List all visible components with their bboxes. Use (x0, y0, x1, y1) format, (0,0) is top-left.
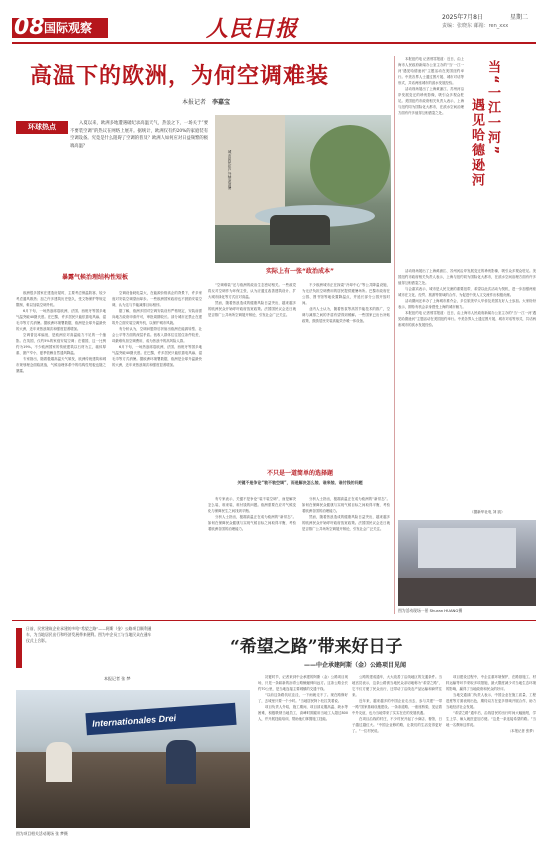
body-paragraph: 初夏时节，记者来到中企承建的阿斯（金）公路项目现场，只见一条崭新的沥青公路蜿蜒伸向远方。这条公路全长约70公里，是当地连接主要城镇的交通干线。 (258, 675, 348, 691)
subhead-2: 实际上有一张“政治成本” (266, 268, 334, 275)
body-paragraph: “希望之路”通车后，沿线居民的出行时间大幅缩短，学生上学、病人就医更加方便。“这是一条连接希望的路。”当地一名教师这样说。 (446, 711, 536, 727)
headline-main: 高温下的欧洲，为何空调难装 (30, 64, 330, 89)
photo-people (270, 215, 330, 245)
subhead-3-note: 关键不是争论“装不装空调”，而是解决怎么装、谁来装、谁付钱的问题 (237, 480, 363, 485)
right-photo-caption: 图为活动现场一景 Shuran HUANG摄 (398, 608, 463, 613)
issue-weekday: 星期二 (510, 14, 529, 21)
article2-column-2 (352, 674, 442, 836)
column-divider-right (394, 56, 395, 614)
article2-tag-bar (16, 628, 22, 668)
body-paragraph: 近年来，越来越多的中国企业走出去，参与共建“一带一路”国家基础设施建设。一条条道路、一座座桥梁，见证着中外友谊，也为当地带来了实实在在的发展机遇。 (352, 699, 442, 715)
body-paragraph: 有分析认为，空调问题背后折射出欧洲在能源转型、社会公平等方面的深层矛盾。低收入群体往往居住条件较差，却最难负担空调费用，成为热浪中的高风险人群。 (112, 327, 202, 343)
article2-column-1 (258, 674, 348, 836)
lead-tag (16, 121, 68, 134)
issue-date: 2025年7月8日 (442, 14, 483, 21)
right-photo-screen (418, 528, 516, 568)
body-paragraph: 当地交通部门负责人表示，中国企业在施工质量、工程进度等方面表现出色，期待双方在更多领域开展合作，助力当地经济社会发展。 (446, 693, 536, 709)
article2-author: 本报记者 张 梦 (104, 676, 131, 681)
photo-banner-text: Internationales Drei (91, 712, 177, 729)
body-column-f (302, 496, 390, 616)
page-header (0, 0, 548, 48)
right-col-paragraph: 活动现场展出了上海黄浦江、苏州河沿岸发展变迁的珍贵影像，吸引众多观众驻足。美国纽约市政府相关负责人表示，上海与纽约同为国际化大都市，在滨水空间治理方面有许多值得互相借鉴之处。 (398, 269, 536, 285)
body-paragraph: 业内人士认为，随着热泵等高效节能技术的推广，空调与减排之间的矛盾有望得到缓解。一些国家已出台补贴政策，鼓励居民安装高能效冷暖一体设备。 (302, 307, 390, 323)
article2-intro: 日前，民营建筑企业承建的多哈“希望之路”——阿斯（金）公路项目顺利通车，为当地居民出行和经济发展带来便利。图为中企员工与当地民众在通车仪式上合影。 (26, 626, 152, 643)
article2-headline: “希望之路”带来好日子 (230, 637, 403, 657)
lead-tag-text: 环球热点 (28, 123, 56, 131)
body-paragraph: 空调设备耗电量大，在能源价格高企的背景下，许多家庭对安装空调望而却步。一些欧洲国家政府也不鼓励安装空调，认为这与节能减排目标相悖。 (112, 291, 202, 307)
body-paragraph: 欧洲很多国家在建造房屋时，主要考虑保温防寒，较少考虑通风散热；加之许多建筑历史悠久，受文物保护等规定限制，难以加装空调外机。 (16, 291, 106, 307)
byline-prefix: 本报记者 (182, 99, 207, 106)
body-paragraph: 然而，随着热浪造成的健康风险日益突出，越来越多的欧洲民众开始呼吁政府放宽政策。法国国民议会近日就是否推广公共场所空调展开辩论，引发社会广泛关注。 (302, 515, 390, 531)
page-number: 08 (14, 15, 45, 40)
lead-paragraph (70, 120, 208, 220)
right-column-top (398, 56, 464, 264)
body-paragraph: 6月下旬，一场热浪席卷欧洲，法国、西班牙等国多地气温突破40摄氏度。在巴黎，许多居民只能依靠电风扇、湿毛巾等方式消暑。据欧洲环境署数据，欧洲是全球升温最快的大洲，近年来热浪频次和强度显著增加。 (112, 345, 202, 367)
right-photo (398, 520, 536, 606)
body-paragraph: 不少欧洲城市正在探索“冷却中心”等公共降温设施，为无法负担空调费用的居民提供避暑场所。巴黎市政府在公园、图书馆等地设置降温点，并延长部分公园开放时间。 (302, 283, 390, 305)
editors-line: 责编：张晓东 邮箱：ren_xxx (442, 23, 509, 29)
body-paragraph: 6月下旬，一场热浪席卷欧洲，法国、西班牙等国多地气温突破40摄氏度。在巴黎，许多居民只能依靠电风扇、湿毛巾等方式消暑。据欧洲环境署数据，欧洲是全球升温最快的大洲，近年来热浪频次和强度显著增加。 (16, 309, 106, 331)
body-column-e (208, 496, 296, 616)
body-paragraph: （本报记者 张梦） (507, 729, 536, 733)
section-name: 国际观察 (44, 21, 93, 35)
body-paragraph: “空调难装”还与欧洲的政治生态密切相关。一些政党将反对空调作为环保主张，认为应通过改善建筑设计、扩大城市绿化等方式应对高温。 (208, 283, 296, 299)
body-paragraph: 空调普及率偏低，是欧洲应对高温能力不足的一个缩影。在英国，仅约5%的家庭安装空调；在德国，这一比例约为19%。不少欧洲国家的传统建筑以石材为主，墙体厚重、窗户窄小，夏季依赖自然通风降温。 (16, 333, 106, 355)
right-col-paragraph: 本报纽约电 记者邢雪报道：近日，由上海市人民政府新闻办公室主办的“当‘一江一河’遇见哈德逊河”主题活动在美国纽约举行。中美各界人士通过图片展、城市对话等形式，共话两座城市的滨水发展经验。 (398, 57, 464, 85)
body-paragraph: 分析人士指出，极端高温正在成为欧洲的“新常态”。如何在保障民众健康与实现气候目标之间取得平衡，考验着欧洲各国的治理能力。 (208, 515, 296, 531)
right-col-paragraph: 与会嘉宾表示，城市是人民交流的重要纽带，希望以此次活动为契机，进一步加强两座城市在文化、经贸、旅游等领域的合作，为促进中美人文交流作出积极贡献。 (398, 287, 536, 297)
body-column-a (16, 290, 106, 616)
article2-subtitle: ——中企承建阿斯（金）公路项目见闻 (304, 662, 407, 669)
body-paragraph: 公路的建成通车，大大改善了沿线地区的交通条件。当地官员表示，这条公路被当地民众亲切地称为“希望之路”，它不仅方便了民众出行，还带动了沿线农产品运输和商贸往来。 (352, 675, 442, 697)
subhead-1: 暴露气候治理结构性短板 (61, 274, 128, 281)
quote-tag-2: 遇见哈德逊河 (469, 98, 484, 188)
byline-name: 李嘉宝 (211, 99, 230, 106)
body-column-d (302, 282, 390, 462)
photo-banner-sign (85, 703, 236, 735)
section-divider (12, 620, 536, 621)
body-column-b (112, 290, 202, 616)
right-col-paragraph: 本报纽约电 记者邢雪报道：近日，由上海市人民政府新闻办公室主办的“当‘一江一河’遇见哈德逊河”主题活动在美国纽约举行。中美各界人士通过图片展、城市对话等形式，共话两座城市的滨水发展经验。 (398, 311, 536, 327)
header-rule (12, 42, 536, 44)
body-paragraph: 据了解，欧洲多国对空调安装设有严格规定，安装前需向地方政府申请许可，审批周期较长。部分城市还禁止在建筑外立面安装空调外机，以保护城市风貌。 (112, 309, 202, 325)
byline (182, 97, 230, 106)
right-col-paragraph: 活动现场展出了上海黄浦江、苏州河沿岸发展变迁的珍贵影像，吸引众多观众驻足。美国纽约市政府相关负责人表示，上海与纽约同为国际化大都市，在滨水空间治理方面有许多值得互相借鉴之处。 (398, 87, 464, 115)
main-photo-caption: 城市居民在户外纳凉消暑 (228, 150, 232, 190)
right-column-mid (398, 268, 536, 508)
photo-person-right (166, 740, 196, 784)
article2-column-3 (446, 674, 536, 836)
body-paragraph: 然而，随着热浪造成的健康风险日益突出，越来越多的欧洲民众开始呼吁政府放宽政策。法国国民议会近日就是否推广公共场所空调展开辩论，引发社会广泛关注。 (208, 301, 296, 317)
photo-tree (310, 125, 390, 205)
body-column-c (208, 282, 296, 462)
article2-photo (16, 690, 250, 828)
subhead-3: 不只是一道简单的选择题 (266, 470, 333, 477)
article2-photo-caption: 图为项目相关活动现场 张 梦摄 (16, 831, 68, 836)
body-paragraph: 在项目沿线的村庄，不少村民开起了小商店、餐馆，日子越过越红火。“中国企业修的路，让我们的生活变得更好了。”一位村民说。 (352, 717, 442, 733)
body-paragraph: 项目负责人介绍，施工期间，项目部克服高温、缺水等困难，积极吸纳当地员工，高峰时期雇用当地工人超过800人，并开展技能培训，帮助他们掌握施工技能。 (258, 705, 348, 721)
right-credit: （据新华社电 刘 凯） (470, 510, 505, 514)
lead-text: 入夏以来，欧洲多地遭遇破纪录高温天气，热浪之下，一场关于“要不要装空调”的热议在网络上展开。据统计，欧洲仅有约20%的家庭装有空调设备。究竟是什么阻碍了空调的普及？欧洲人如何应对日益频繁的极端高温？ (70, 121, 208, 149)
body-paragraph: 项目建设过程中，中企注重环境保护，在路基施工、材料运输等环节采取多项措施，最大限度减少对当地生态环境的影响，赢得了当地政府和民众的好评。 (446, 675, 536, 691)
newspaper-logo: 人民日报 (206, 16, 299, 42)
right-photo-audience (398, 578, 536, 606)
photo-person-left (46, 742, 72, 782)
body-paragraph: “以前这条路坑坑洼洼，一下雨就走不了。现在路修好了，去城里只要一个小时。”当地居民阿卜杜拉笑着说。 (258, 693, 348, 703)
body-paragraph: 专家指出，随着极端高温天气频发，欧洲传统建筑和城市规划理念面临挑战，气候治理体系中的结构性短板也随之暴露。 (16, 357, 106, 373)
quote-tag-1: 当“一江一河” (485, 60, 500, 157)
body-paragraph: 分析人士指出，极端高温正在成为欧洲的“新常态”。如何在保障民众健康与实现气候目标之间取得平衡，考验着欧洲各国的治理能力。 (302, 497, 390, 513)
right-col-paragraph: 活动期间还举办了上海城市推介会，多位旅美华人华侨及美国友好人士参加。大家纷纷表示，期待有机会亲身感受上海的城市魅力。 (398, 299, 536, 309)
body-paragraph: 有专家表示，关键不是争论“装不装空调”，而是解决怎么装、谁来装、谁付钱的问题。欧洲需要在应对气候变化与保障民生之间找到平衡。 (208, 497, 296, 513)
main-photo (215, 115, 391, 263)
